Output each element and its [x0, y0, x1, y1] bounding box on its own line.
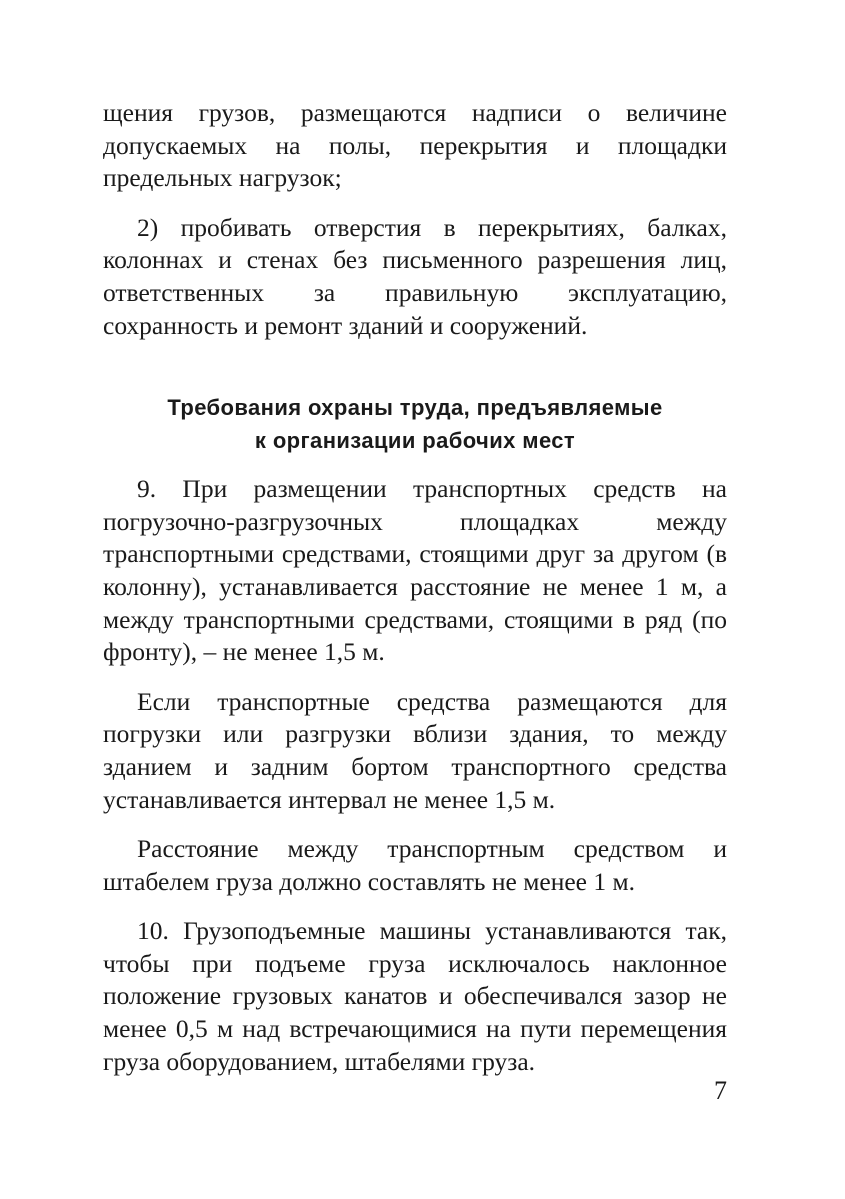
section-heading-line-2: к организации рабочих мест [254, 428, 576, 454]
section-heading [103, 391, 727, 457]
paragraph-item-2: 2) пробивать отверстия в перекрытиях, балках, колоннах и стенах без письменного разрешения лиц, ответственных за правильную эксплуатацию, сохранность и ремонт зданий и сооружений. [103, 212, 727, 340]
page-body [103, 97, 727, 1095]
paragraph-stack-distance: Расстояние между транспортным средством и штабелем груза должно составлять не менее 1 м. [103, 834, 727, 896]
paragraph-item-9: 9. При размещении транспортных средств на погрузочно-разгрузочных площадках между транспортными средствами, стоящими друг за другом (в колонну), устанавливается расстояние не менее 1 м, а между транспортными средствами, стоящими в ряд (по фронту), – не менее 1,5 м. [103, 474, 727, 667]
page-number: 7 [714, 1076, 727, 1105]
paragraph-continuation: щения грузов, размещаются надписи о величине допускаемых на полы, перекрытия и площадки предельных нагрузок; [103, 98, 727, 193]
paragraph-item-10: 10. Грузоподъемные машины устанавливаются так, чтобы при подъеме груза исключалось наклонное положение грузовых канатов и обеспечивался зазор не менее 0,5 м над встречающимися на пути перемещения груза оборудованием, штабелями груза. [103, 916, 727, 1076]
section-heading-line-1: Требования охраны труда, предъявляемые [167, 395, 663, 421]
paragraph-building-interval: Если транспортные средства размещаются для погрузки или разгрузки вблизи здания, то между зданием и задним бортом транспортного средства устанавливается интервал не менее 1,5 м. [103, 686, 727, 814]
